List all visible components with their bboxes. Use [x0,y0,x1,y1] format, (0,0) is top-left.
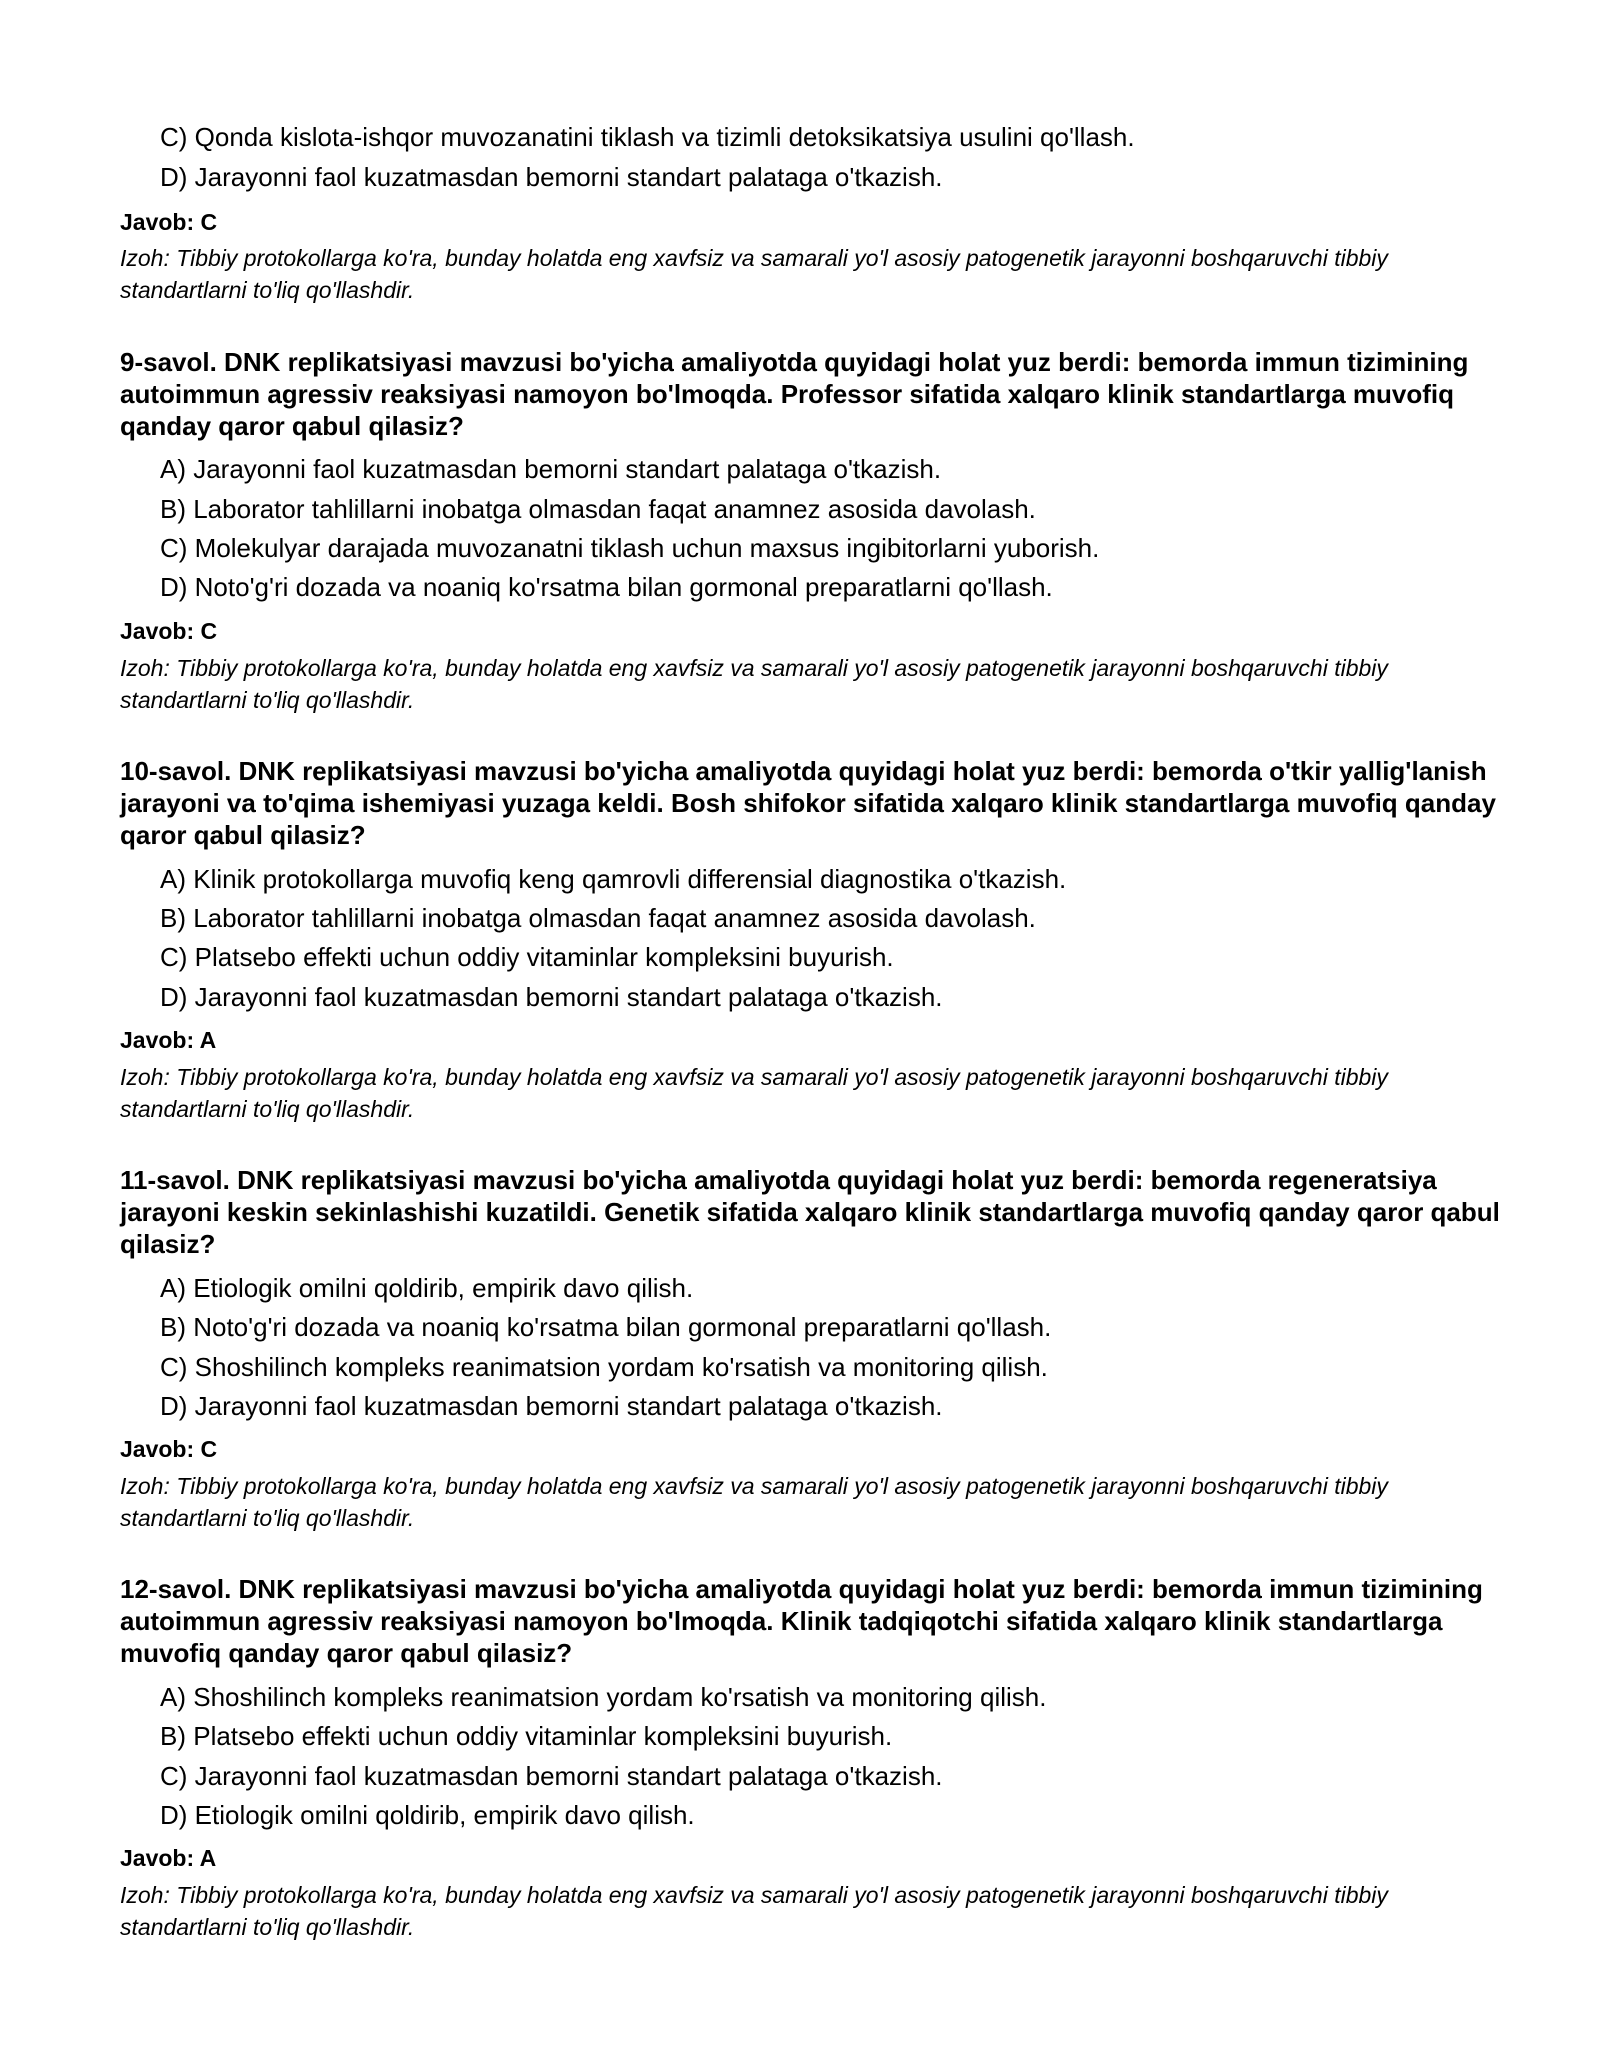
question-9-option-c: C) Molekulyar darajada muvozanatni tiklash uchun maxsus ingibitorlarni yuborish. [160,533,1100,563]
question-12-text: 12-savol. DNK replikatsiyasi mavzusi bo'yicha amaliyotda quyidagi holat yuz berdi: bemorda immun tizimining autoimmun agressiv reaksiyasi namoyon bo'lmoqda. Klinik tadqiqotchi sifatida xalqaro klinik standartlarga muvofiq qanday qaror qabul qilasiz? [120,1574,1483,1668]
question-9-note: Izoh: Tibbiy protokollarga ko'ra, bunday holatda eng xavfsiz va samarali yo'l asosiy patogenetik jarayonni boshqaruvchi tibbiy standartlarni to'liq qo'llashdir. [120,655,1388,713]
question-11-note: Izoh: Tibbiy protokollarga ko'ra, bunday holatda eng xavfsiz va samarali yo'l asosiy patogenetik jarayonni boshqaruvchi tibbiy standartlarni to'liq qo'llashdir. [120,1473,1388,1531]
question-9-text: 9-savol. DNK replikatsiyasi mavzusi bo'yicha amaliyotda quyidagi holat yuz berdi: bemorda immun tizimining autoimmun agressiv reaksiyasi namoyon bo'lmoqda. Professor sifatida xalqaro klinik standartlarga muvofiq qanday qaror qabul qilasiz? [120,347,1469,441]
question-9-answer: Javob: C [120,618,218,644]
question-12-option-b: B) Platsebo effekti uchun oddiy vitaminlar kompleksini buyurish. [160,1721,893,1751]
question-10-option-b: B) Laborator tahlillarni inobatga olmasdan faqat anamnez asosida davolash. [160,903,1036,933]
prev-note: Izoh: Tibbiy protokollarga ko'ra, bunday holatda eng xavfsiz va samarali yo'l asosiy patogenetik jarayonni boshqaruvchi tibbiy standartlarni to'liq qo'llashdir. [120,245,1388,303]
question-10-text: 10-savol. DNK replikatsiyasi mavzusi bo'yicha amaliyotda quyidagi holat yuz berdi: bemorda o'tkir yallig'lanish jarayoni va to'qima ishemiyasi yuzaga keldi. Bosh shifokor sifatida xalqaro klinik standartlarga muvofiq qanday qaror qabul qilasiz? [120,756,1496,850]
question-9-option-a: A) Jarayonni faol kuzatmasdan bemorni standart palataga o'tkazish. [160,454,942,484]
question-11-option-d: D) Jarayonni faol kuzatmasdan bemorni standart palataga o'tkazish. [160,1391,943,1421]
question-10-option-d: D) Jarayonni faol kuzatmasdan bemorni standart palataga o'tkazish. [160,982,943,1012]
question-10-option-a: A) Klinik protokollarga muvofiq keng qamrovli differensial diagnostika o'tkazish. [160,864,1067,894]
question-12-option-a: A) Shoshilinch kompleks reanimatsion yordam ko'rsatish va monitoring qilish. [160,1682,1047,1712]
question-12-answer: Javob: A [120,1845,217,1871]
question-11-option-c: C) Shoshilinch kompleks reanimatsion yordam ko'rsatish va monitoring qilish. [160,1352,1048,1382]
question-10-answer: Javob: A [120,1027,217,1053]
prev-answer: Javob: C [120,209,218,235]
question-11-text: 11-savol. DNK replikatsiyasi mavzusi bo'yicha amaliyotda quyidagi holat yuz berdi: bemorda regeneratsiya jarayoni keskin sekinlashishi kuzatildi. Genetik sifatida xalqaro klinik standartlarga muvofiq qanday qaror qabul qilasiz? [120,1165,1500,1259]
prev-option-c: C) Qonda kislota-ishqor muvozanatini tiklash va tizimli detoksikatsiya usulini qo'llash. [160,122,1135,152]
prev-option-d: D) Jarayonni faol kuzatmasdan bemorni standart palataga o'tkazish. [160,162,943,192]
question-11-option-b: B) Noto'g'ri dozada va noaniq ko'rsatma bilan gormonal preparatlarni qo'llash. [160,1312,1052,1342]
question-10-option-c: C) Platsebo effekti uchun oddiy vitaminlar kompleksini buyurish. [160,942,894,972]
question-12-note: Izoh: Tibbiy protokollarga ko'ra, bunday holatda eng xavfsiz va samarali yo'l asosiy patogenetik jarayonni boshqaruvchi tibbiy standartlarni to'liq qo'llashdir. [120,1882,1388,1940]
question-10-note: Izoh: Tibbiy protokollarga ko'ra, bunday holatda eng xavfsiz va samarali yo'l asosiy patogenetik jarayonni boshqaruvchi tibbiy standartlarni to'liq qo'llashdir. [120,1064,1388,1122]
question-11-option-a: A) Etiologik omilni qoldirib, empirik davo qilish. [160,1273,694,1303]
question-12-option-d: D) Etiologik omilni qoldirib, empirik davo qilish. [160,1800,695,1830]
question-9-option-b: B) Laborator tahlillarni inobatga olmasdan faqat anamnez asosida davolash. [160,494,1036,524]
question-11-answer: Javob: C [120,1436,218,1462]
question-9-option-d: D) Noto'g'ri dozada va noaniq ko'rsatma bilan gormonal preparatlarni qo'llash. [160,572,1053,602]
question-12-option-c: C) Jarayonni faol kuzatmasdan bemorni standart palataga o'tkazish. [160,1761,943,1791]
